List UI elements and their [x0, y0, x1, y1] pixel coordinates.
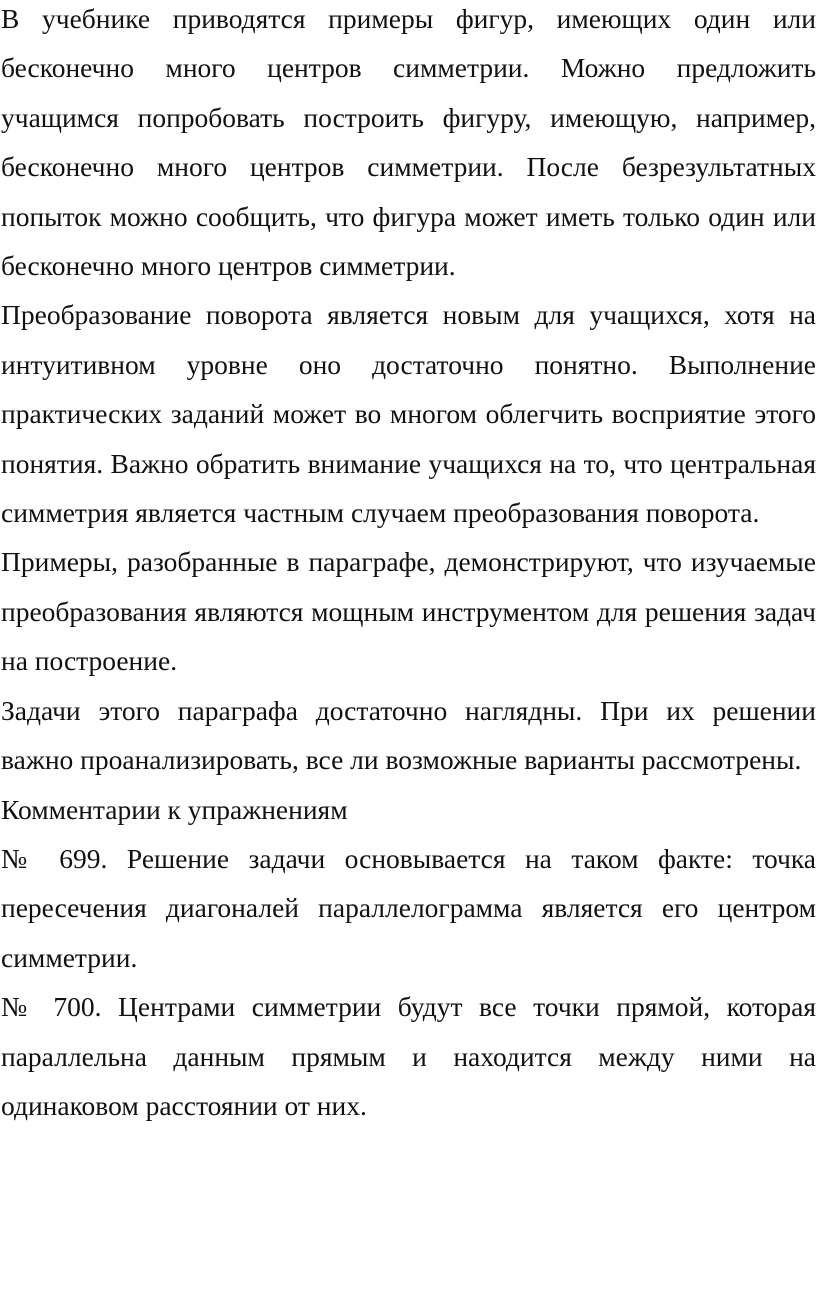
paragraph-tasks: Задачи этого параграфа достаточно наглядны. При их решении важно проанализировать, все ли возможные варианты рассмотрены.: [1, 694, 816, 776]
paragraph-symmetry-centers: В учебнике приводятся примеры фигур, имеющих один или бесконечно много центров симметрии. Можно предложить учащимся попробовать построить фигуру, имеющую, например, бесконечно много центров симметрии. После безрезультатных попыток можно сообщить, что фигура может иметь только один или бесконечно много центров симметрии.: [1, 3, 816, 282]
paragraph-rotation: Преобразование поворота является новым для учащихся, хотя на интуитивном уровне оно достаточно понятно. Выполнение практических заданий может во многом облегчить восприятие этого понятия. Важно обратить внимание учащихся на то, что центральная симметрия является частным случаем преобразования поворота.: [1, 299, 816, 529]
exercise-700: № 700. Центрами симметрии будут все точки прямой, которая параллельна данным прямым и находится между ними на одинаковом расстоянии от них.: [1, 991, 816, 1121]
section-heading: Комментарии к упражнениям: [1, 793, 348, 825]
exercise-699: № 699. Решение задачи основывается на таком факте: точка пересечения диагоналей параллелограмма является его центром симметрии.: [1, 842, 816, 973]
paragraph-examples: Примеры, разобранные в параграфе, демонстрируют, что изучаемые преобразования являются мощным инструментом для решения задач на построение.: [1, 546, 816, 677]
